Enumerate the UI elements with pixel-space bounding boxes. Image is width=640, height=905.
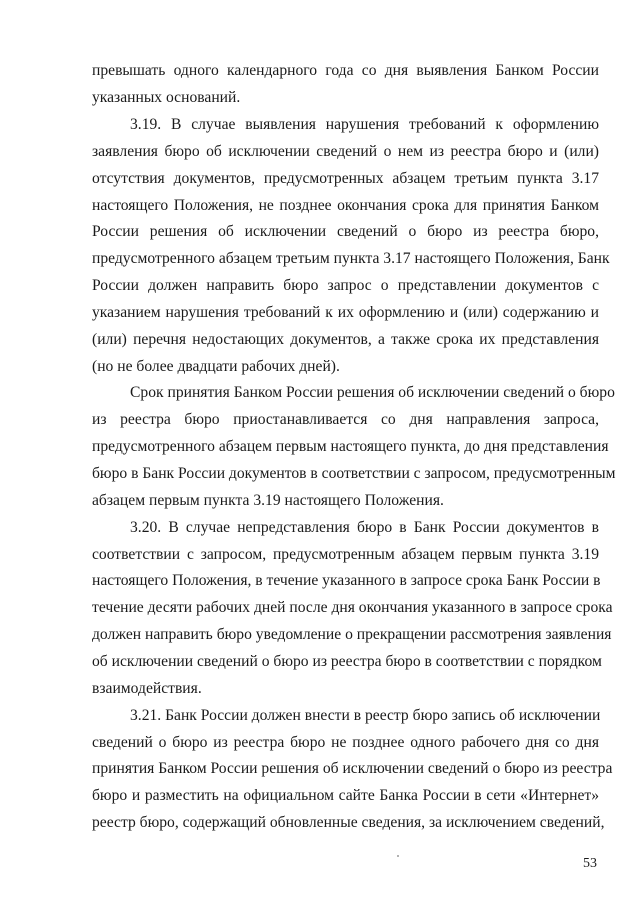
text-line: реестр бюро, содержащий обновленные сведения, за исключением сведений, [92, 814, 605, 831]
text-line: должен направить бюро уведомление о прекращении рассмотрения заявления [92, 626, 612, 643]
text-line: об исключении сведений о бюро из реестра бюро в соответствии с порядком [92, 653, 602, 670]
text-line: настоящего Положения, не позднее окончания срока для принятия Банком [92, 197, 599, 214]
text-line: превышать одного календарного года со дня выявления Банком России [92, 62, 599, 79]
text-line: сведений о бюро из реестра бюро не позднее одного рабочего дня со дня [92, 734, 599, 751]
text-line: взаимодействия. [92, 680, 202, 697]
text-line: отсутствия документов, предусмотренных абзацем третьим пункта 3.17 [92, 170, 599, 187]
text-line: бюро в Банк России документов в соответствии с запросом, предусмотренным [92, 465, 616, 482]
text-line: абзацем первым пункта 3.19 настоящего Положения. [92, 492, 444, 509]
text-line: из реестра бюро приостанавливается со дня направления запроса, [92, 411, 599, 428]
text-line: указанием нарушения требований к их оформлению и (или) содержанию и [92, 304, 599, 321]
text-line: течение десяти рабочих дней после дня окончания указанного в запросе срока [92, 599, 613, 616]
text-line: Срок принятия Банком России решения об исключении сведений о бюро [130, 384, 615, 401]
text-line: бюро и разместить на официальном сайте Банка России в сети «Интернет» [92, 787, 599, 804]
text-line: 3.21. Банк России должен внести в реестр бюро запись об исключении [130, 707, 601, 724]
text-line: указанных оснований. [92, 89, 241, 106]
page-number: 53 [583, 856, 597, 871]
text-line: предусмотренного абзацем первым настоящего пункта, до дня представления [92, 438, 609, 455]
text-line: заявления бюро об исключении сведений о нем из реестра бюро и (или) [92, 143, 599, 160]
text-line: (но не более двадцати рабочих дней). [92, 358, 340, 375]
text-line: 3.19. В случае выявления нарушения требований к оформлению [130, 116, 599, 133]
text-line: предусмотренного абзацем третьим пункта 3.17 настоящего Положения, Банк [92, 250, 610, 267]
text-line: России решения об исключении сведений о бюро из реестра бюро, [92, 223, 599, 240]
text-line: (или) перечня недостающих документов, а также срока их представления [92, 331, 599, 348]
text-line: принятия Банком России решения об исключении сведений о бюро из реестра [92, 760, 613, 777]
text-line: 3.20. В случае непредставления бюро в Банк России документов в [130, 519, 599, 536]
text-line: соответствии с запросом, предусмотренным абзацем первым пункта 3.19 [92, 546, 599, 563]
text-line: России должен направить бюро запрос о представлении документов с [92, 277, 599, 294]
scan-speck [397, 855, 399, 857]
text-line: настоящего Положения, в течение указанного в запросе срока Банк России в [92, 572, 601, 589]
